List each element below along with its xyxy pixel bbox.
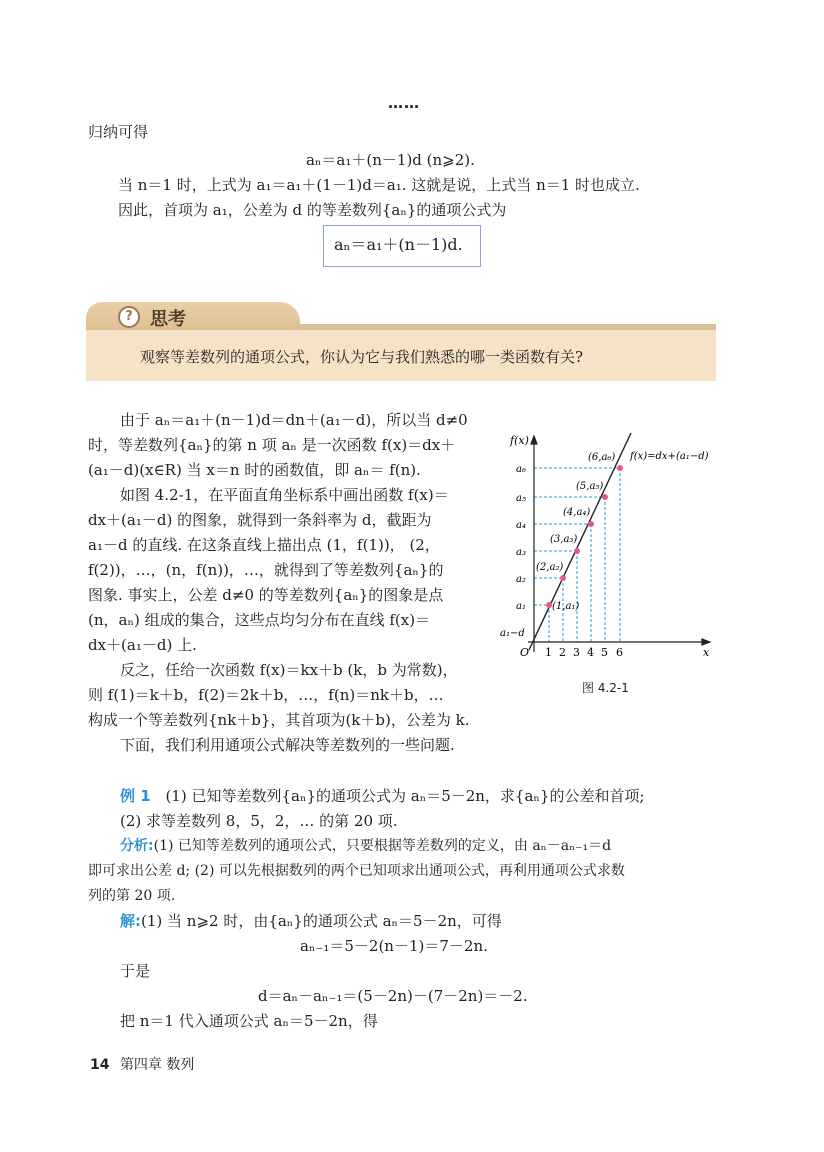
y-axis-label: f(x) [510,434,529,447]
page-footer [90,1054,194,1074]
point-2 [560,575,566,581]
body-line-5: dx＋(a₁－d) 的图象，就得到一条斜率为 d，截距为 [88,511,432,529]
x-axis-arrow [702,639,710,645]
x-tick-4: 4 [587,646,594,659]
y-tick-5: a₅ [516,493,526,504]
solution-formula-1: aₙ₋₁＝5－2(n－1)＝7－2n. [300,937,488,955]
y-tick-2: a₂ [516,574,526,585]
ellipsis: …… [388,94,420,112]
conclusion-line: 因此，首项为 a₁，公差为 d 的等差数列{aₙ}的通项公式为 [118,201,507,219]
body-line-6: a₁－d 的直线. 在这条直线上描出点 (1，f(1))， (2， [88,536,440,554]
analysis-line-1 [120,837,611,855]
body-line-13: 构成一个等差数列{nk＋b}，其首项为(k＋b)，公差为 k. [88,711,470,729]
x-axis-label: x [703,646,710,659]
body-line-10: dx＋(a₁－d) 上. [88,636,197,654]
body-line-12: 则 f(1)＝k＋b，f(2)＝2k＋b，…，f(n)＝nk＋b，… [88,686,444,704]
body-line-7: f(2))，…，(n，f(n))，…，就得到了等差数列{aₙ}的 [88,561,444,579]
page-number: 14 [90,1057,110,1073]
body-line-8: 图象. 事实上，公差 d≠0 的等差数列{aₙ}的图象是点 [88,586,444,604]
analysis-line-2: 即可求出公差 d; (2) 可以先根据数列的两个已知项求出通项公式，再利用通项公式求数 [88,863,625,879]
function-line [529,433,631,650]
point-label-4: (4,a₄) [563,507,591,518]
point-4 [588,521,594,527]
y-tick-4: a₄ [516,520,526,531]
y-tick-1: a₁ [516,601,526,612]
analysis-label: 分析: [120,838,154,854]
analysis-line-3: 列的第 20 项. [88,888,176,904]
line-label: f(x)=dx+(a₁−d) [630,451,709,462]
point-label-1: (1,a₁) [552,601,580,612]
point-label-2: (2,a₂) [536,562,564,573]
boxed-formula: aₙ＝a₁＋(n－1)d. [334,235,463,254]
analysis-text-1: (1) 已知等差数列的通项公式，只要根据等差数列的定义，由 aₙ－aₙ₋₁＝d [153,838,612,854]
solution-line-2: 于是 [120,962,151,980]
y-tick-6: a₆ [516,464,526,475]
think-question: 观察等差数列的通项公式，你认为它与我们熟悉的哪一类函数有关? [140,348,584,366]
point-label-5: (5,a₅) [576,481,604,492]
chapter-title: 第四章 数列 [119,1057,195,1073]
figure-caption: 图 4.2-1 [582,681,629,695]
x-tick-1: 1 [545,646,552,659]
y-tick-3: a₃ [516,547,526,558]
solution-text-1: (1) 当 n⩾2 时，由{aₙ}的通项公式 aₙ＝5－2n，可得 [141,912,502,930]
point-label-3: (3,a₃) [550,534,578,545]
example-label: 例 1 [120,787,151,805]
figure-4-2-1 [498,430,720,670]
example-1-part-1 [120,787,645,805]
body-line-14: 下面，我们利用通项公式解决等差数列的一些问题. [120,736,455,754]
origin-label: O [520,646,530,659]
general-formula: aₙ＝a₁＋(n－1)d (n⩾2). [306,151,475,169]
induction-intro: 归纳可得 [88,123,149,141]
question-icon: ? [118,306,140,328]
think-title: 思考 [150,309,186,330]
intercept-label: a₁−d [500,628,525,639]
solution-label: 解: [120,912,141,930]
body-line-11: 反之，任给一次函数 f(x)＝kx＋b (k，b 为常数)， [120,661,458,679]
solution-formula-2: d＝aₙ－aₙ₋₁＝(5－2n)－(7－2n)＝－2. [258,987,528,1005]
body-line-1: 由于 aₙ＝a₁＋(n－1)d＝dn＋(a₁－d)，所以当 d≠0 [120,411,468,429]
body-line-2: 时，等差数列{aₙ}的第 n 项 aₙ 是一次函数 f(x)＝dx＋ [88,436,456,454]
n1-check-line: 当 n＝1 时，上式为 a₁＝a₁＋(1－1)d＝a₁. 这就是说，上式当 n＝1 时也成立. [118,176,640,194]
point-6 [617,465,623,471]
y-axis-arrow [531,436,537,444]
x-tick-6: 6 [616,646,623,659]
body-line-4: 如图 4.2-1，在平面直角坐标系中画出函数 f(x)＝ [120,486,449,504]
point-3 [574,548,580,554]
example-part-1-text: (1) 已知等差数列{aₙ}的通项公式为 aₙ＝5－2n，求{aₙ}的公差和首项; [165,787,645,805]
x-tick-3: 3 [573,646,580,659]
x-tick-5: 5 [601,646,608,659]
body-line-9: (n，aₙ) 组成的集合，这些点均匀分布在直线 f(x)＝ [88,611,431,629]
point-label-6: (6,a₆) [588,452,616,463]
solution-line-3: 把 n＝1 代入通项公式 aₙ＝5－2n，得 [120,1012,378,1030]
example-1-part-2: (2) 求等差数列 8，5，2，… 的第 20 项. [120,812,398,830]
think-divider [292,324,716,330]
x-tick-2: 2 [559,646,566,659]
point-5 [602,494,608,500]
body-line-3: (a₁－d)(x∈R) 当 x＝n 时的函数值，即 aₙ＝ f(n). [88,461,421,479]
solution-line-1 [120,912,502,930]
